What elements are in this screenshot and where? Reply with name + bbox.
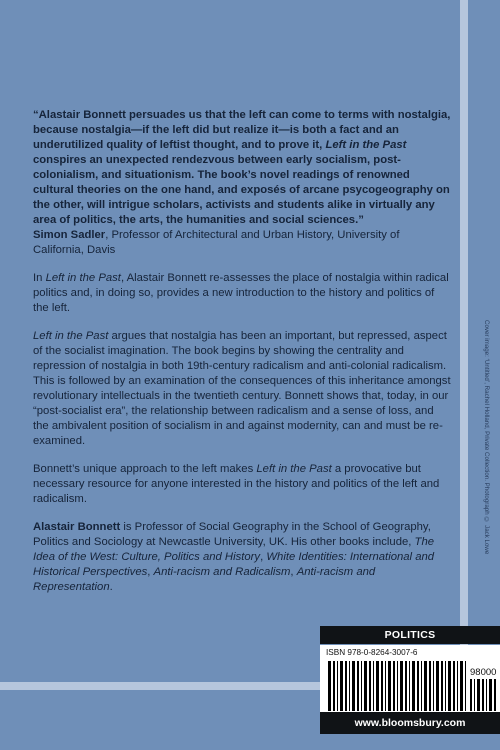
author-name: Alastair Bonnett (33, 521, 121, 533)
author-bio: Alastair Bonnett is Professor of Social Geography in the School of Geography, Politics and Sociology at Newcastle University, UK. His other books include, The Idea of the West: Culture, Politics and History, White Identities: International and Historical Perspectives, Anti-racism and Radicalism, Anti-racism and Representation. (33, 521, 435, 593)
endorsement-quote: “Alastair Bonnett persuades us that the left can come to terms with nostalgia, because nostalgia—if the left did but realize it—is both a fact and an underutilized quality of leftist thought, and to prove it, Left in the Past conspires an unexpected rendezvous between early socialism, post-colonialism, and situationism. The book’s novel readings of renowned cultural theories on the one hand, and exposés of arcane psycogeography on the other, will intrigue scholars, activists and students alike in virtually any area of politics, the arts, the humanities and social sciences.” (33, 109, 451, 226)
description-paragraph-3: Bonnett’s unique approach to the left makes Left in the Past a provocative but necessary resource for anyone interested in the history and politics of the left and radicalism. (33, 463, 440, 505)
description-paragraph-2: Left in the Past argues that nostalgia has been an important, but repressed, aspect of the socialist imagination. The book begins by showing the centrality and repression of nostalgia in both 19th-century radicalism and anti-colonial radicalism. This is followed by an examination of the consequences of this inheritance amongst revolutionary intellectuals in the twentieth century. Bonnett shows that, today, in our “post-socialist era”, the relationship between radicalism and a sense of loss, and the ambivalent position of socialism in and against modernity, can and must be re-examined. (33, 330, 451, 447)
publisher-url: www.bloomsbury.com (320, 712, 500, 734)
category-label: POLITICS (320, 626, 500, 644)
price-barcode-bars (470, 679, 496, 711)
isbn-label: ISBN 978-0-8264-3007-6 (326, 648, 418, 657)
endorser-name: Simon Sadler (33, 229, 106, 241)
book-title-ref: Left in the Past (325, 139, 407, 151)
cover-image-credit: Cover image: ‘Untitled’, Rachel Holland, Private Collection. Photograph © Jack Lowe (483, 320, 490, 555)
description-paragraph-1: In Left in the Past, Alastair Bonnett re-assesses the place of nostalgia within radical politics and, in doing so, provides a new introduction to the history and politics of the left. (33, 272, 449, 314)
price-code: 98000 (470, 667, 497, 678)
endorsement-attribution: Simon Sadler, Professor of Architectural and Urban History, University of California, Davis (33, 229, 400, 256)
barcode-bars (328, 661, 466, 711)
back-cover-text (33, 108, 451, 608)
